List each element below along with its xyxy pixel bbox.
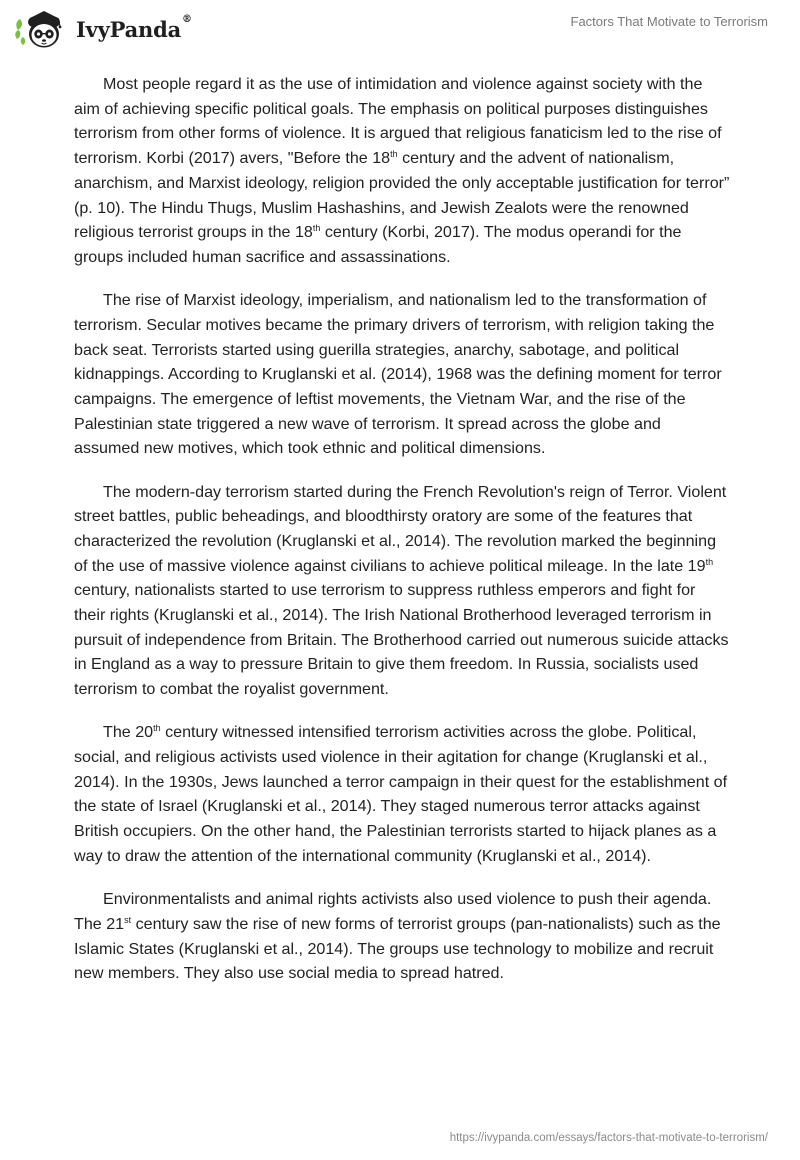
- document-title: Factors That Motivate to Terrorism: [570, 14, 768, 29]
- ordinal-superscript: th: [390, 149, 398, 160]
- essay-paragraph: [74, 887, 730, 986]
- essay-paragraph: [74, 72, 730, 270]
- paragraph-text: century (Korbi, 2017). The modus operandi for the groups included human sacrifice and assassinations.: [74, 223, 682, 266]
- paragraph-text: Most people regard it as the use of intimidation and violence against society with the aim of achieving specific political goals. The emphasis on political purposes distinguishes terrorism from other forms of violence. It is argued that religious fanaticism led to the rise of terrorism. Korbi (2017) avers, "Before the 18: [74, 75, 722, 168]
- ordinal-superscript: st: [124, 914, 132, 925]
- essay-paragraph: [74, 480, 730, 702]
- essay-body: [74, 72, 730, 1004]
- paragraph-text: The 20: [103, 723, 154, 742]
- essay-paragraph: [74, 720, 730, 868]
- page-header: [0, 0, 800, 60]
- ordinal-superscript: th: [153, 723, 161, 734]
- paragraph-text: The modern-day terrorism started during the French Revolution's reign of Terror. Violent street battles, public beheadings, and bloodthirsty oratory are some of the features that characterized the revolution (Kruglanski et al., 2014). The revolution marked the beginning of the use of massive violence against civilians to achieve political mileage. In the late 19: [74, 482, 727, 575]
- paragraph-text: century witnessed intensified terrorism activities across the globe. Political, social, and religious activists used violence in their agitation for change (Kruglanski et al., 2014). In the 1930s, Jews launched a terror campaign in their quest for the establishment of the state of Israel (Kruglanski et al., 2014). They staged numerous terror attacks against British occupiers. On the other hand, the Palestinian terrorists started to hijack planes as a way to draw the attention of the international community (Kruglanski et al., 2014).: [74, 723, 728, 865]
- paragraph-text: Environmentalists and animal rights activists also used violence to push their agenda. The 21: [74, 890, 712, 933]
- brand-name-text: IvyPanda: [76, 16, 182, 42]
- brand-name: [76, 13, 192, 42]
- paragraph-text: century and the advent of nationalism, anarchism, and Marxist ideology, religion provided the only acceptable justification for terror” (p. 10). The Hindu Thugs, Muslim Hashashins, and Jewish Zealots were the renowned religious terrorist groups in the 18: [74, 149, 730, 242]
- ordinal-superscript: th: [312, 223, 321, 234]
- panda-graduate-icon: [14, 6, 72, 52]
- paragraph-text: century saw the rise of new forms of terrorist groups (pan-nationalists) such as the Islamic States (Kruglanski et al., 2014). The groups use technology to mobilize and recruit new members. They also use social media to spread hatred.: [74, 914, 721, 983]
- registered-mark: ®: [182, 13, 192, 25]
- ivypanda-logo-link[interactable]: [14, 6, 192, 52]
- paragraph-text: The rise of Marxist ideology, imperialism, and nationalism led to the transformation of terrorism. Secular motives became the primary drivers of terrorism, with religion taking the back seat. Terrorists started using guerilla strategies, anarchy, sabotage, and political kidnappings. According to Kruglanski et al. (2014), 1968 was the defining moment for terror campaigns. The emergence of leftist movements, the Vietnam War, and the rise of the Palestinian state triggered a new wave of terrorism. It spread across the globe and assumed new motives, which took ethnic and political dimensions.: [74, 291, 722, 458]
- paragraph-text: century, nationalists started to use terrorism to suppress ruthless emperors and fight for their rights (Kruglanski et al., 2014). The Irish National Brotherhood leveraged terrorism in pursuit of independence from Britain. The Brotherhood carried out numerous suicide attacks in England as a way to pressure Britain to give them freedom. In Russia, socialists used terrorism to combat the royalist government.: [74, 581, 729, 699]
- essay-paragraph: [74, 288, 730, 461]
- ordinal-superscript: th: [705, 556, 714, 567]
- source-url-link[interactable]: https://ivypanda.com/essays/factors-that-motivate-to-terrorism/: [449, 1132, 768, 1144]
